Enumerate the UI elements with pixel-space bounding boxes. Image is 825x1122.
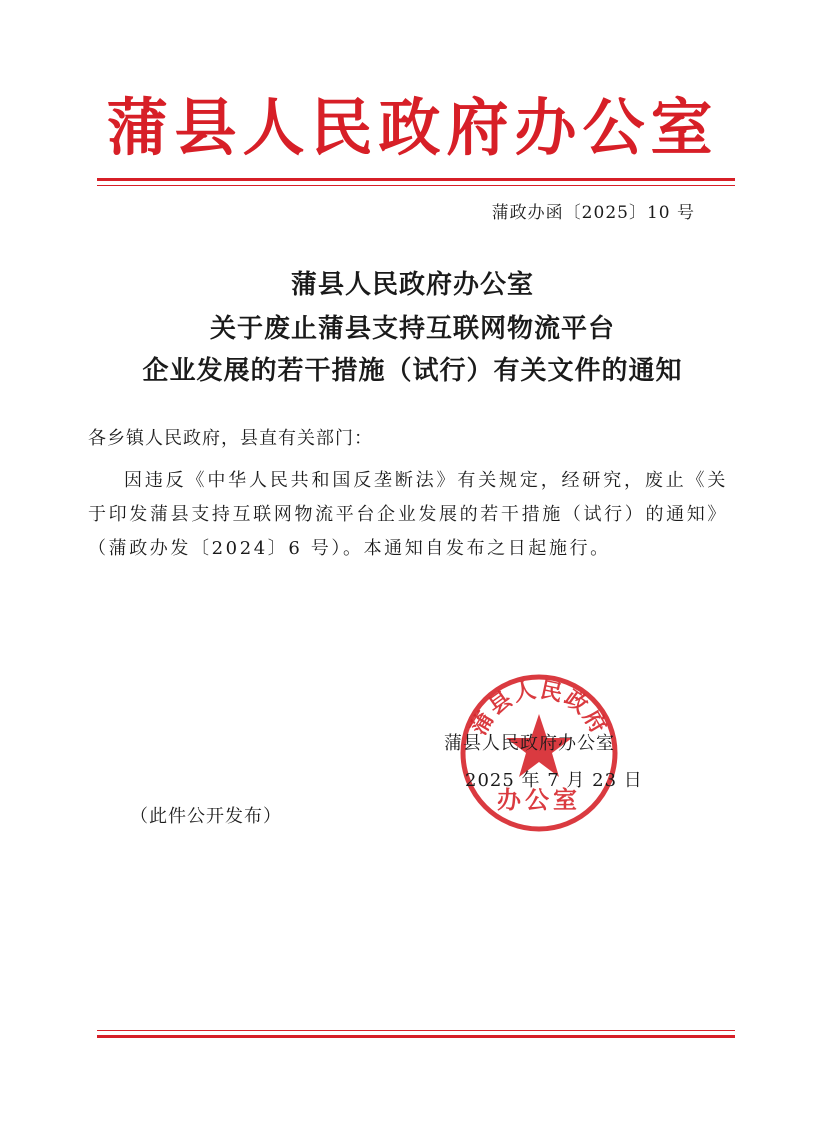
svg-text:蒲县人民政府: 蒲县人民政府 xyxy=(465,676,613,740)
disclosure-note: （此件公开发布） xyxy=(130,806,282,827)
agency-header: 蒲县人民政府办公室 xyxy=(106,91,719,164)
footer-rule-thick xyxy=(97,1035,735,1038)
issuer-signature: 蒲县人民政府办公室 xyxy=(444,733,615,754)
salutation: 各乡镇人民政府，县直有关部门： xyxy=(88,428,373,449)
title-line-1: 蒲县人民政府办公室 xyxy=(290,270,534,300)
footer-rule-thin xyxy=(97,1030,735,1031)
header-rule-thin xyxy=(97,185,735,186)
body-paragraph: 因违反《中华人民共和国反垄断法》有关规定，经研究，废止《关于印发蒲县支持互联网物流平台企业发展的若干措施（试行）的通知》（蒲政办发〔2024〕6 号）。本通知自发布之日起施行。 xyxy=(88,470,728,559)
issue-date: 2025 年 7 月 23 日 xyxy=(465,770,643,791)
header-rule-thick xyxy=(97,178,735,181)
title-line-3: 企业发展的若干措施（试行）有关文件的通知 xyxy=(142,356,683,386)
title-line-2: 关于废止蒲县支持互联网物流平台 xyxy=(209,314,615,344)
svg-text:办公室: 办公室 xyxy=(497,785,581,814)
document-number: 蒲政办函〔2025〕10 号 xyxy=(491,203,695,223)
